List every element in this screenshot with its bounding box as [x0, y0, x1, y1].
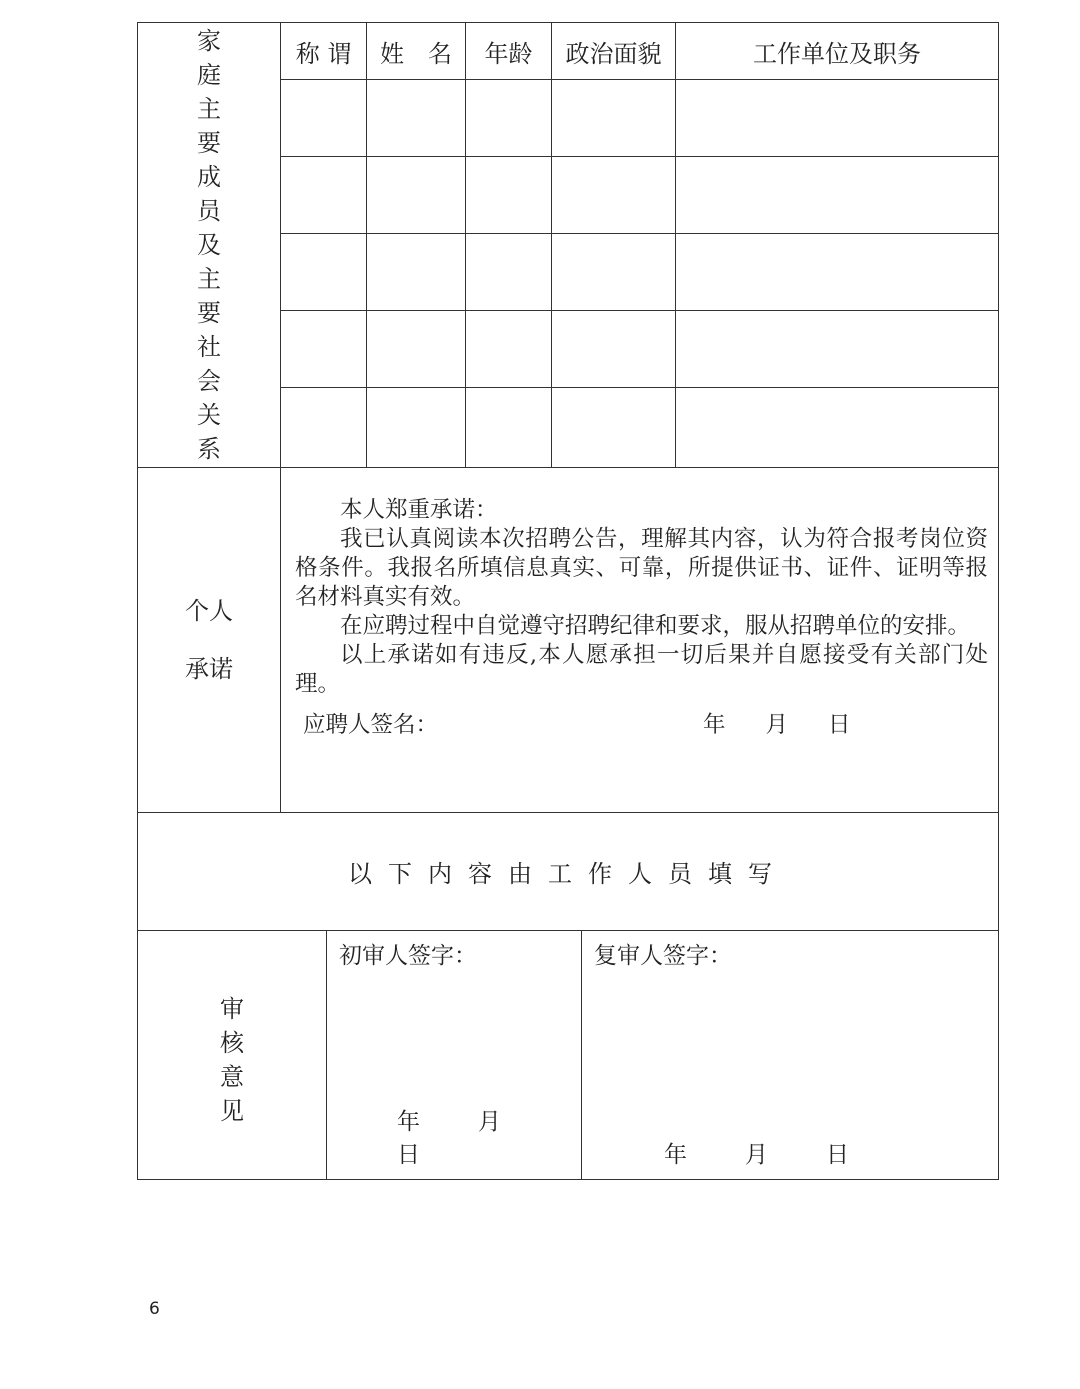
promise-paragraph-1: 我已认真阅读本次招聘公告，理解其内容，认为符合报考岗位资格条件。我报名所填信息真实、可靠，所提供证书、证件、证明等报名材料真实有效。	[295, 526, 989, 610]
promise-paragraph-2: 在应聘过程中自觉遵守招聘纪律和要求，服从招聘单位的安排。	[340, 613, 971, 639]
name-cell[interactable]	[367, 80, 466, 157]
promise-text-cell	[281, 468, 999, 813]
column-header-age: 年龄	[466, 23, 552, 80]
staff-fill-note: 以下内容由工作人员填写	[138, 813, 999, 931]
name-cell[interactable]	[367, 388, 466, 468]
name-cell[interactable]	[367, 157, 466, 234]
family-relations-label: 家 庭 主 要 成 员 及 主 要 社 会 关 系	[138, 23, 281, 468]
workplace-cell[interactable]	[676, 388, 999, 468]
political-status-cell[interactable]	[552, 80, 676, 157]
age-cell[interactable]	[466, 234, 552, 311]
personal-promise-label: 个人 承诺	[138, 468, 281, 813]
column-header-workplace: 工作单位及职务	[676, 23, 999, 80]
second-reviewer-signature-label: 复审人签字：	[594, 943, 733, 969]
applicant-signature-date: 年 月 日	[703, 712, 851, 738]
age-cell[interactable]	[466, 157, 552, 234]
age-cell[interactable]	[466, 311, 552, 388]
applicant-signature-label: 应聘人签名：	[303, 712, 439, 738]
column-header-name: 姓 名	[367, 23, 466, 80]
first-review-date: 年 月日	[397, 1109, 501, 1168]
review-row	[138, 931, 999, 1180]
column-header-title: 称 谓	[281, 23, 367, 80]
first-reviewer-signature-label: 初审人签字：	[339, 943, 477, 969]
age-cell[interactable]	[466, 80, 552, 157]
title-cell[interactable]	[281, 234, 367, 311]
second-review-cell[interactable]	[582, 931, 999, 1180]
political-status-cell[interactable]	[552, 234, 676, 311]
review-opinion-label: 审 核 意 见	[138, 931, 327, 1180]
title-cell[interactable]	[281, 80, 367, 157]
name-cell[interactable]	[367, 311, 466, 388]
title-cell[interactable]	[281, 388, 367, 468]
title-cell[interactable]	[281, 311, 367, 388]
second-review-date: 年 月 日	[664, 1142, 850, 1168]
workplace-cell[interactable]	[676, 234, 999, 311]
application-form-table	[137, 22, 999, 1180]
promise-row	[138, 468, 999, 813]
name-cell[interactable]	[367, 234, 466, 311]
title-cell[interactable]	[281, 157, 367, 234]
workplace-cell[interactable]	[676, 80, 999, 157]
promise-paragraph-3: 以上承诺如有违反,本人愿承担一切后果并自愿接受有关部门处理。	[295, 642, 989, 697]
first-review-cell[interactable]	[327, 931, 582, 1180]
family-header-row	[138, 23, 999, 80]
political-status-cell[interactable]	[552, 311, 676, 388]
staff-note-row	[138, 813, 999, 931]
political-status-cell[interactable]	[552, 157, 676, 234]
promise-heading: 本人郑重承诺：	[340, 497, 498, 523]
workplace-cell[interactable]	[676, 157, 999, 234]
applicant-signature-line	[295, 711, 988, 740]
page-number: 6	[149, 1299, 160, 1319]
age-cell[interactable]	[466, 388, 552, 468]
column-header-political-status: 政治面貌	[552, 23, 676, 80]
political-status-cell[interactable]	[552, 388, 676, 468]
workplace-cell[interactable]	[676, 311, 999, 388]
